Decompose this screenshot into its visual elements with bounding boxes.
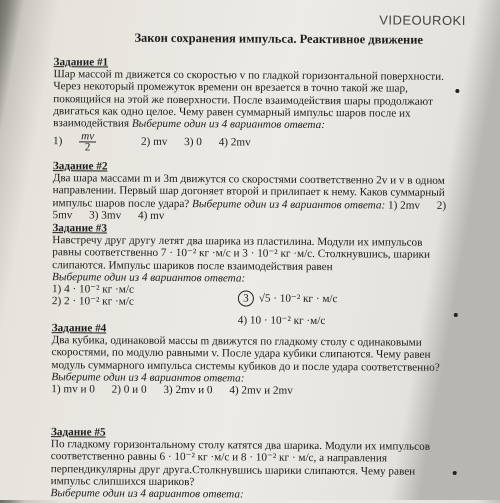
margin-dot: [455, 89, 459, 93]
fraction-denominator: 2: [84, 141, 91, 154]
task-4-prompt: Выберите один из 4 вариантов ответа:: [51, 370, 245, 385]
task-1: [53, 56, 454, 155]
page-title: Закон сохранения импульса. Реактивное движение: [134, 30, 424, 47]
task-1-answer-1[interactable]: [52, 130, 127, 154]
task-4-heading: Задание #4: [51, 322, 107, 335]
task-1-question: Шар массой m движется со скоростью v по гладкой горизонтальной поверхности. Через некоторый промежуток времени он врезается в точно такой же шар, покоящийся на этой же поверхности. После взаимодействия шары продолжают двигаться как одно целое. Чему равен суммарный импульс шаров после их взаимодействия: [53, 68, 445, 130]
task-5-text: По гладкому горизонтальному столу катятся два шарика. Модули их импульсов соответственно равны 6 · 10⁻² кг ·м/с и 8 · 10⁻² кг · м/с, а направления перпендикулярны друг друга.Столкнувшись шарики слипаются. Чему равен импульс слипшихся шариков?: [50, 438, 431, 488]
fraction-numerator: mv: [81, 130, 95, 143]
task-1-prompt: Выберите один из 4 вариантов ответа:: [131, 117, 326, 132]
task-2-answer-1[interactable]: 1) 2mv: [387, 199, 421, 212]
margin-dot: [453, 471, 457, 475]
task-2: [52, 160, 452, 224]
selected-answer-circle: 3: [238, 290, 254, 306]
task-2-answer-3[interactable]: 3) 3mv: [89, 209, 122, 222]
task-1-answer-4[interactable]: 4) 2mv: [218, 136, 251, 149]
task-4-text: Два кубика, одинаковой массы m движутся по гладкому столу с одинаковыми скоростями, по модулю равными v. После удара кубики слипаются. Чему равен модуль суммарного импульса системы кубиков до и после удара соответственно?: [51, 334, 440, 374]
task-3-answer-1[interactable]: 1) 4 · 10⁻² кг ·м/с: [51, 283, 135, 296]
task-3-text: Навстречу друг другу летят два шарика из пластилина. Модули их импульсов равны соответственно 7 · 10⁻² кг ·м/с и 3 · 10⁻² кг ·м/с. Столкнувшись, шарики слипаются. Импульс шариков после взаимодействия равен: [52, 234, 431, 273]
task-3-heading: Задание #3: [52, 222, 108, 235]
task-4-answer-1[interactable]: 1) mv и 0: [51, 383, 95, 396]
task-3-prompt: Выберите один из 4 вариантов ответа:: [52, 270, 246, 285]
task-1-heading: Задание #1: [53, 56, 109, 69]
task-5-prompt: Выберите один из 4 вариантов ответа:: [50, 487, 244, 501]
margin-dot: [454, 313, 458, 317]
task-2-answer-2[interactable]: 2) 5mv: [52, 199, 447, 222]
task-5-heading: Задание #5: [50, 426, 106, 439]
task-2-heading: Задание #2: [52, 160, 108, 173]
task-4-answers: [51, 383, 451, 398]
task-1-answer-2[interactable]: 2) mv: [140, 136, 168, 149]
task-1-answer-3[interactable]: 3) 0: [184, 136, 202, 149]
brand-logo: VIDEOUROKI: [379, 12, 466, 29]
task-2-text: [52, 172, 452, 224]
task-5: [51, 426, 452, 502]
task-3-answer-2[interactable]: 2) 2 · 10⁻² кг ·м/с: [51, 295, 134, 308]
task-3-answers: [52, 283, 452, 328]
worksheet-page: [27, 0, 470, 503]
task-4-answer-4[interactable]: 4) 2mv и 2mv: [229, 384, 293, 397]
task-2-question: Два шара массами m и 3m движутся со скоростями соответственно 2v и v в одном направлении. Первый шар догоняет второй и прилипает к нему. Каков суммарный импульс шаров после удара?: [52, 172, 445, 210]
task-3-answer-4[interactable]: 4) 10 · 10⁻² кг ·м/с: [237, 314, 326, 328]
task-1-answers: [53, 131, 453, 155]
task-3: [52, 222, 453, 328]
task-4: [51, 322, 452, 398]
task-3-answer-3-text: √5 · 10⁻² кг · м/с: [258, 292, 338, 306]
task-2-prompt: Выберите один из 4 вариантов ответа:: [192, 197, 386, 212]
task-1-text: [53, 68, 453, 132]
task-1-answer-1-prefix: 1): [52, 135, 63, 148]
task-2-answer-4[interactable]: 4) mv: [137, 209, 165, 222]
task-4-answer-3[interactable]: 3) 2mv и 0: [163, 383, 213, 397]
fraction: [79, 132, 110, 153]
task-3-answer-3[interactable]: [238, 290, 338, 307]
task-4-answer-2[interactable]: 2) 0 и 0: [111, 383, 147, 396]
